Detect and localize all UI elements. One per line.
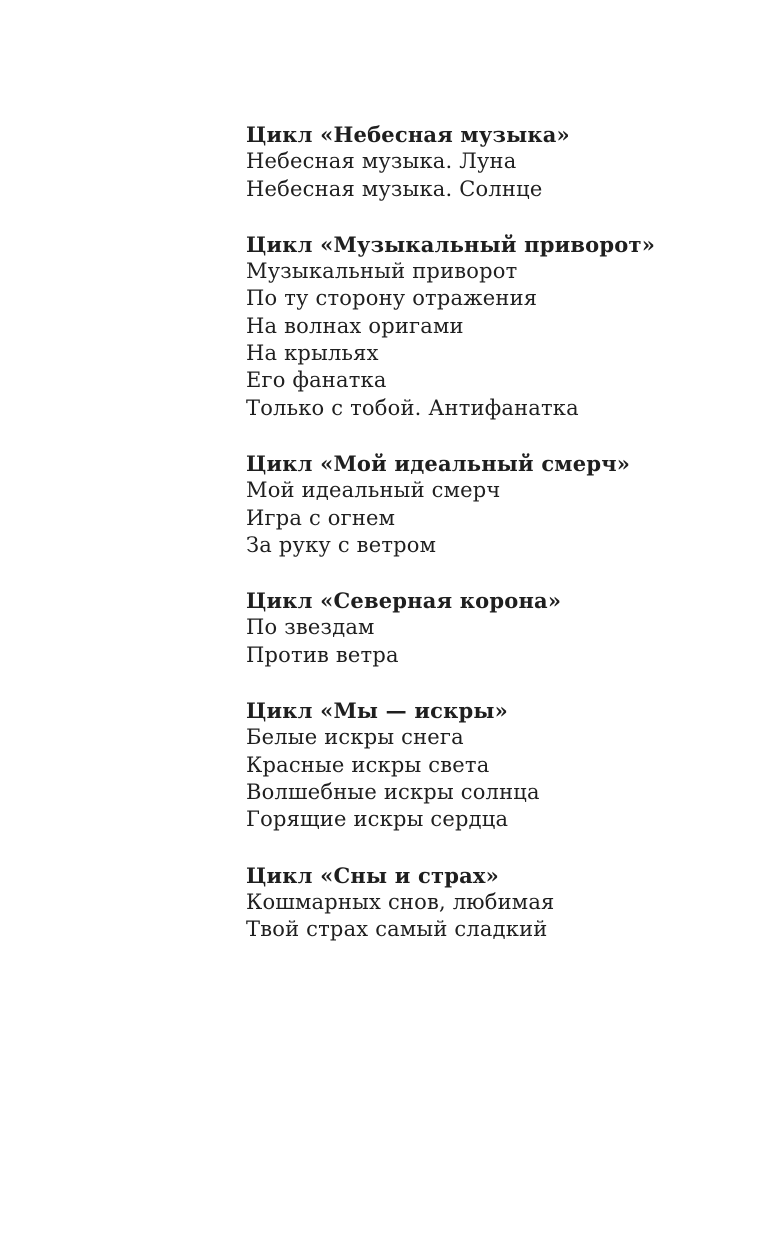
cycle-heading: Цикл «Мой идеальный смерч»: [246, 450, 631, 476]
book-title: Небесная музыка. Солнце: [246, 176, 543, 201]
cycle-section: [246, 121, 726, 203]
book-title: Игра с огнем: [246, 505, 396, 530]
cycle-section: [246, 862, 726, 944]
book-title: Небесная музыка. Луна: [246, 149, 517, 174]
book-title: Белые искры снега: [246, 725, 464, 750]
book-title: Горящие искры сердца: [246, 807, 509, 832]
cycle-heading: Цикл «Небесная музыка»: [246, 122, 570, 147]
book-title: Только с тобой. Антифанатка: [246, 395, 579, 420]
book-title: На крыльях: [246, 341, 379, 366]
book-title: Твой страх самый сладкий: [246, 917, 548, 942]
book-title: По звездам: [246, 615, 375, 640]
book-title: Волшебные искры солнца: [246, 779, 540, 804]
book-title: На волнах оригами: [246, 313, 464, 338]
book-list-content: [246, 121, 726, 943]
cycle-section: [246, 697, 726, 833]
book-title: Красные искры света: [246, 752, 490, 777]
book-title: Кошмарных снов, любимая: [246, 889, 555, 914]
cycle-heading: Цикл «Мы — искры»: [246, 698, 508, 724]
book-title: За руку с ветром: [246, 532, 437, 557]
cycle-heading: Цикл «Сны и страх»: [246, 862, 499, 888]
cycle-heading: Цикл «Северная корона»: [246, 588, 562, 614]
cycle-section: [246, 587, 726, 669]
cycle-heading: Цикл «Музыкальный приворот»: [246, 231, 656, 257]
book-title: По ту сторону отражения: [246, 286, 538, 311]
book-title: Его фанатка: [246, 368, 387, 393]
cycle-section: [246, 231, 726, 422]
book-title: Против ветра: [246, 642, 399, 667]
cycle-section: [246, 450, 726, 559]
book-title: Музыкальный приворот: [246, 259, 518, 284]
book-title: Мой идеальный смерч: [246, 478, 501, 503]
